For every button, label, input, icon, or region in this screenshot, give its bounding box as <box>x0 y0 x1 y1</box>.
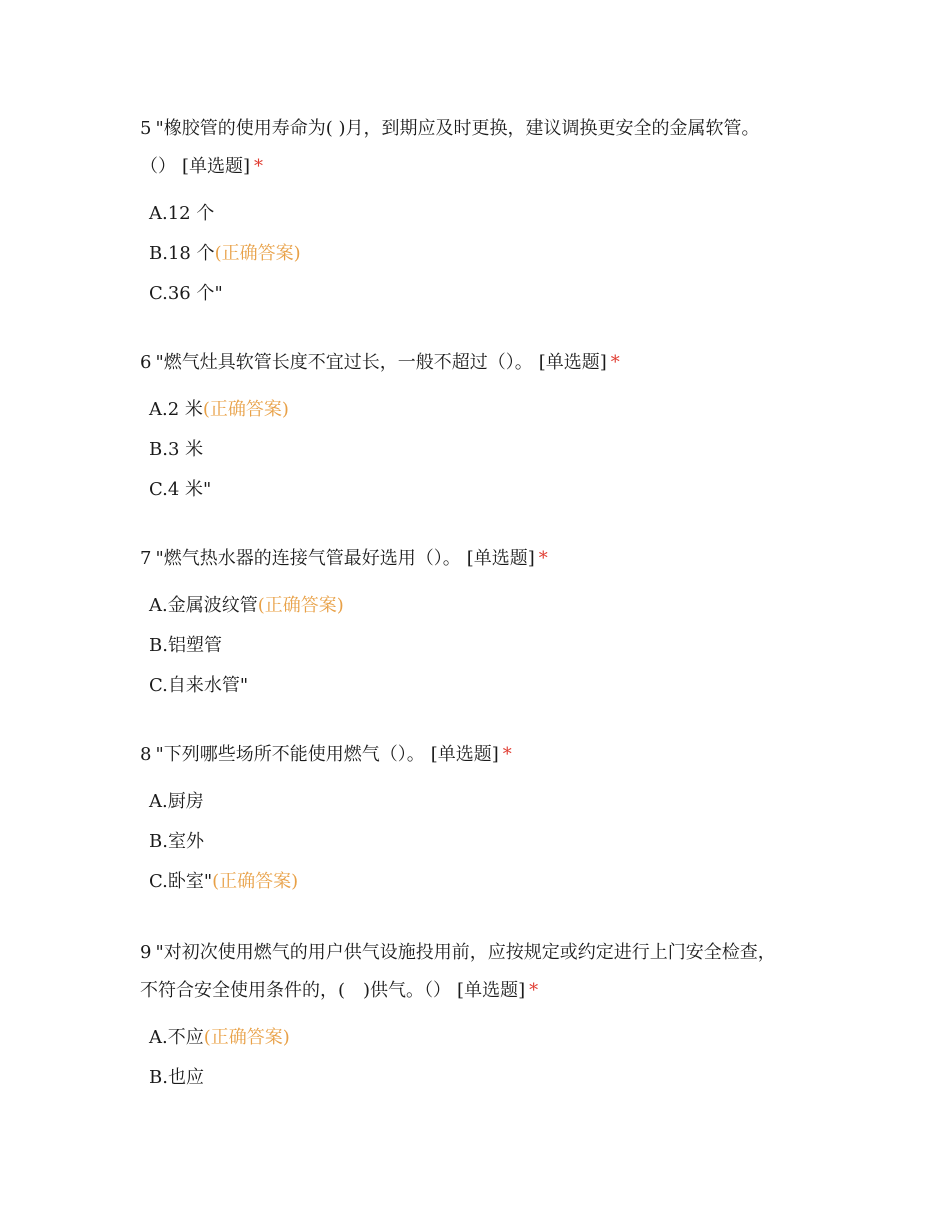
question-9 <box>140 934 800 1098</box>
question-stem <box>140 540 800 578</box>
option-list <box>140 1018 800 1098</box>
option-b[interactable] <box>140 430 800 470</box>
required-mark: * <box>254 156 264 177</box>
question-text-line1: "对初次使用燃气的用户供气设施投用前，应按规定或约定进行上门安全检查， <box>155 942 776 963</box>
question-list <box>140 110 800 1098</box>
option-a[interactable] <box>140 586 800 626</box>
question-number: 5 <box>140 118 152 139</box>
question-6 <box>140 344 800 510</box>
option-list <box>140 586 800 706</box>
question-text-line1: "燃气灶具软管长度不宜过长，一般不超过（）。 <box>155 352 533 373</box>
option-text: B.3 米 <box>149 439 204 460</box>
question-stem <box>140 934 800 1010</box>
option-text: A.厨房 <box>149 791 204 812</box>
option-a[interactable] <box>140 1018 800 1058</box>
required-mark: * <box>529 980 539 1001</box>
option-c[interactable] <box>140 274 800 314</box>
question-number: 9 <box>140 942 152 963</box>
option-b[interactable] <box>140 1058 800 1098</box>
option-text: C.自来水管" <box>149 675 249 696</box>
question-type: [单选题] <box>466 548 535 569</box>
option-b[interactable] <box>140 234 800 274</box>
correct-answer-label: (正确答案) <box>212 871 299 892</box>
option-a[interactable] <box>140 194 800 234</box>
option-text: B.18 个 <box>149 243 215 264</box>
option-text: A.2 米 <box>149 399 203 420</box>
question-stem <box>140 110 800 186</box>
option-list <box>140 782 800 902</box>
option-a[interactable] <box>140 782 800 822</box>
option-text: C.卧室" <box>149 871 213 892</box>
question-type: [单选题] <box>457 980 526 1001</box>
correct-answer-label: (正确答案) <box>214 243 301 264</box>
option-text: B.室外 <box>149 831 204 852</box>
option-c[interactable] <box>140 470 800 510</box>
question-stem <box>140 736 800 774</box>
required-mark: * <box>610 352 620 373</box>
correct-answer-label: (正确答案) <box>203 1027 290 1048</box>
question-text-line1: "下列哪些场所不能使用燃气（）。 <box>155 744 425 765</box>
question-text-line2: （） <box>140 156 176 177</box>
option-b[interactable] <box>140 822 800 862</box>
option-text: C.36 个" <box>149 283 223 304</box>
option-text: B.也应 <box>149 1067 204 1088</box>
option-text: A.金属波纹管 <box>149 595 258 616</box>
question-number: 6 <box>140 352 152 373</box>
question-text-line2: 不符合安全使用条件的，( )供气。（） <box>140 980 452 1001</box>
question-8 <box>140 736 800 902</box>
question-7 <box>140 540 800 706</box>
option-text: C.4 米" <box>149 479 212 500</box>
correct-answer-label: (正确答案) <box>257 595 344 616</box>
option-text: B.铝塑管 <box>149 635 222 656</box>
required-mark: * <box>502 744 512 765</box>
option-text: A.不应 <box>149 1027 204 1048</box>
option-c[interactable] <box>140 666 800 706</box>
option-c[interactable] <box>140 862 800 902</box>
question-type: [单选题] <box>538 352 607 373</box>
question-type: [单选题] <box>182 156 251 177</box>
option-list <box>140 390 800 510</box>
required-mark: * <box>538 548 548 569</box>
option-text: A.12 个 <box>149 203 215 224</box>
question-number: 7 <box>140 548 152 569</box>
question-text-line1: "燃气热水器的连接气管最好选用（）。 <box>155 548 461 569</box>
question-5 <box>140 110 800 314</box>
option-list <box>140 194 800 314</box>
question-text-line1: "橡胶管的使用寿命为( )月，到期应及时更换，建议调换更安全的金属软管。 <box>155 118 760 139</box>
question-stem <box>140 344 800 382</box>
option-a[interactable] <box>140 390 800 430</box>
question-type: [单选题] <box>430 744 499 765</box>
question-number: 8 <box>140 744 152 765</box>
option-b[interactable] <box>140 626 800 666</box>
correct-answer-label: (正确答案) <box>202 399 289 420</box>
